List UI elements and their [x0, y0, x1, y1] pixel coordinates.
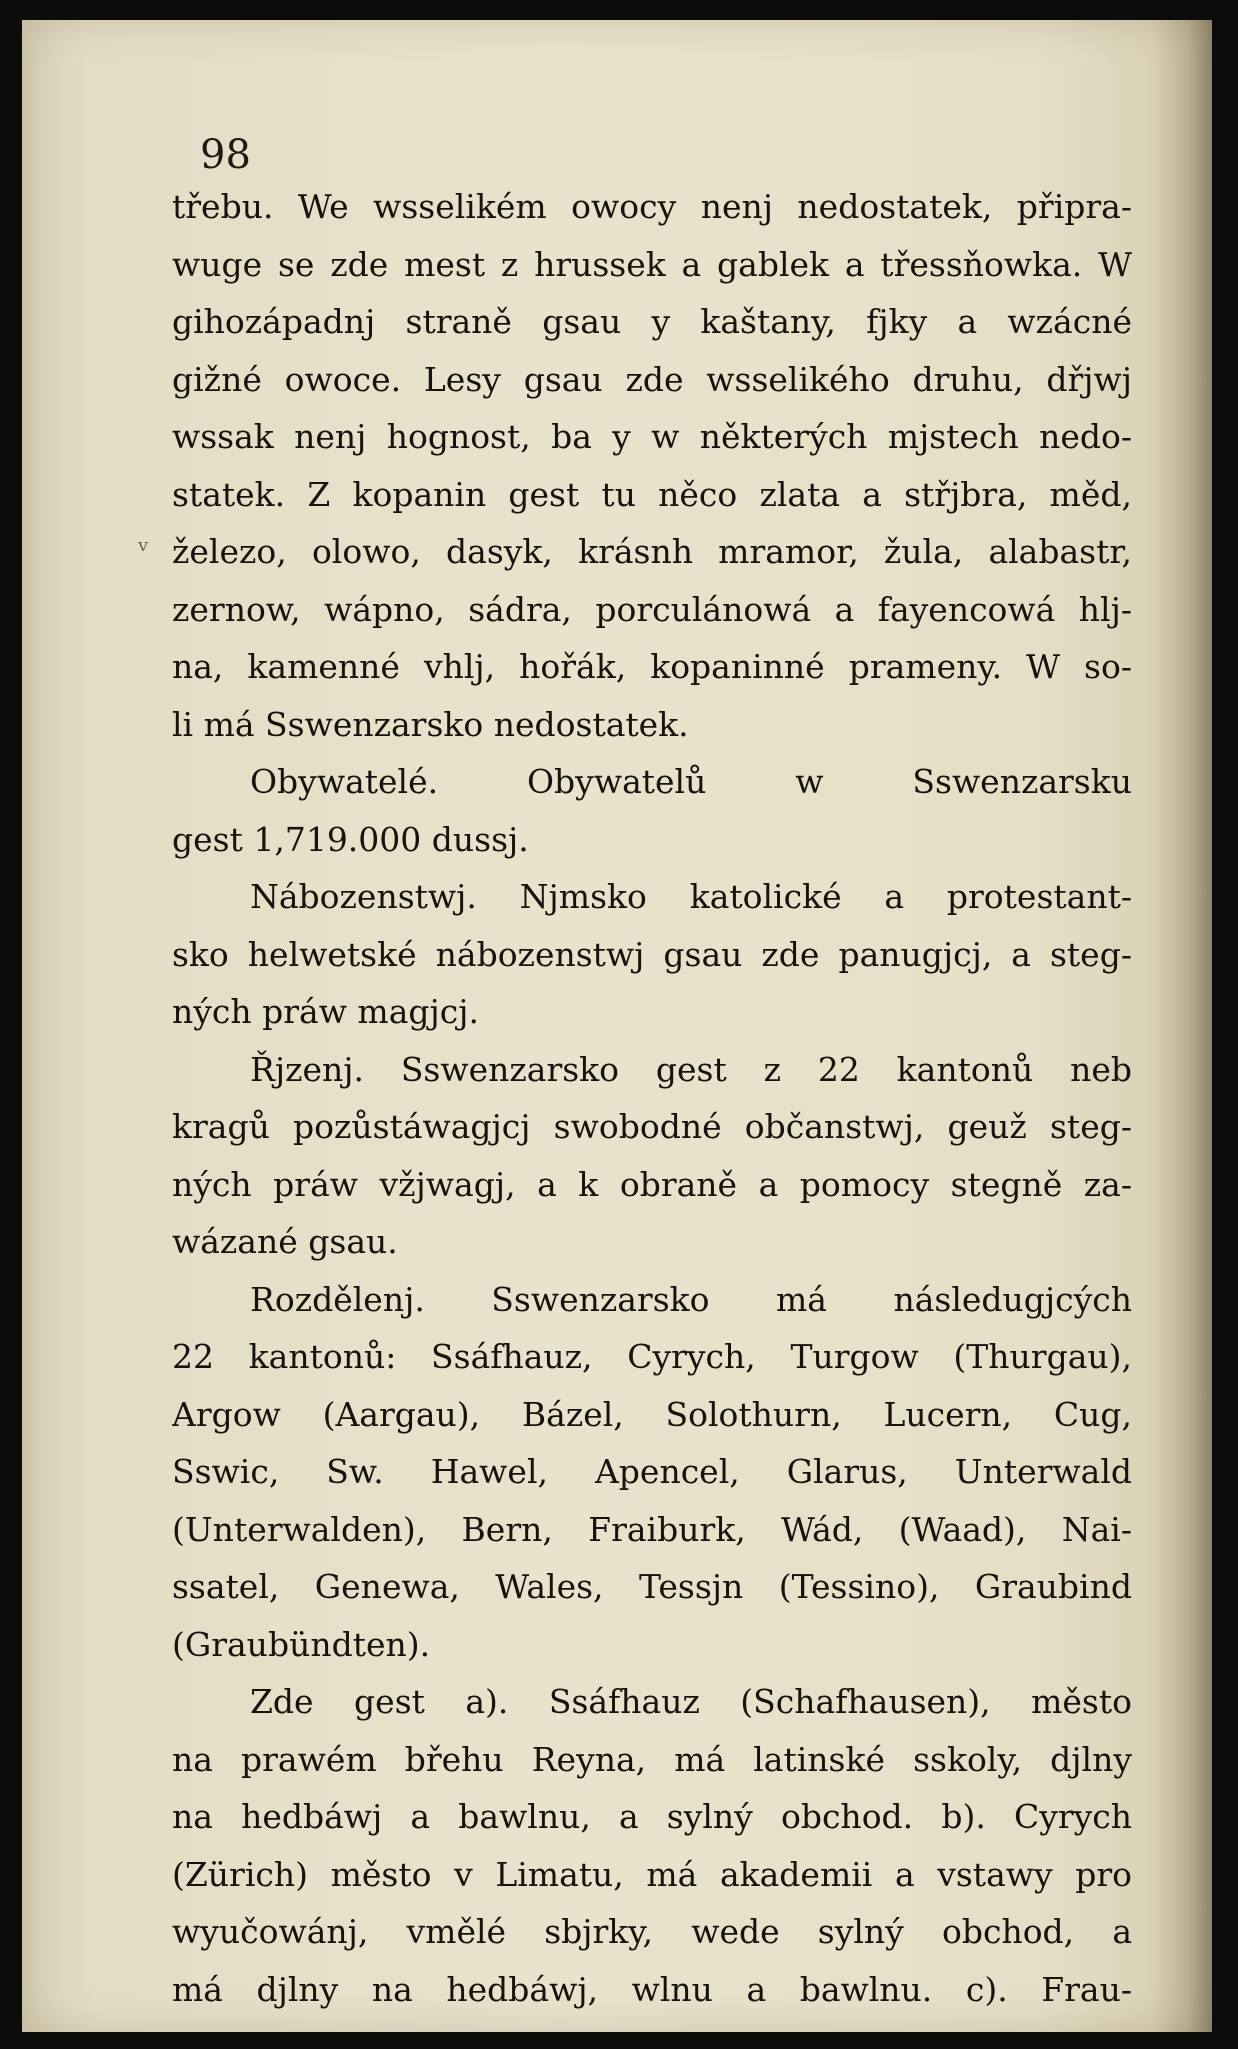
text-line: na, kamenné vhlj, hořák, kopaninné prameny. W so-	[172, 647, 1132, 686]
section-heading-line: Rozdělenj. Sswenzarsko má následugjcých	[250, 1279, 1132, 1319]
text-line: ných práw magjcj.	[172, 992, 479, 1031]
text-line: (Graubündten).	[172, 1624, 431, 1664]
text-line: wázané gsau.	[172, 1222, 398, 1261]
text-line: wuge se zde mest z hrussek a gablek a třessňowka. W	[172, 244, 1132, 284]
text-line: (Unterwalden), Bern, Fraiburk, Wád, (Waad), Nai-	[172, 1509, 1132, 1549]
margin-mark: v	[138, 535, 149, 556]
page-number: 98	[200, 132, 251, 178]
text-line: gest 1,719.000 dussj.	[172, 819, 529, 859]
text-line: Sswic, Sw. Hawel, Apencel, Glarus, Unterwald	[172, 1452, 1132, 1491]
page-gutter-shadow	[1152, 20, 1212, 2032]
text-line: (Zürich) město v Limatu, má akademii a vstawy pro	[172, 1854, 1132, 1894]
text-line: na prawém břehu Reyna, má latinské sskoly, djlny	[172, 1739, 1132, 1779]
text-line: 22 kantonů: Ssáfhauz, Cyrych, Turgow (Thurgau),	[172, 1337, 1132, 1376]
body-text	[172, 178, 1132, 2018]
text-line: wyučowánj, vmělé sbjrky, wede sylný obchod, a	[172, 1912, 1132, 1951]
text-line: statek. Z kopanin gest tu něco zlata a střjbra, měd,	[172, 474, 1132, 514]
text-line: železo, olowo, dasyk, krásnh mramor, žula, alabastr,	[172, 532, 1132, 571]
section-heading-line: Obywatelé. Obywatelů w Sswenzarsku	[250, 762, 1132, 801]
text-line: ssatel, Genewa, Wales, Tessjn (Tessino), Graubind	[172, 1567, 1132, 1606]
text-line: má djlny na hedbáwj, wlnu a bawlnu. c). Frau-	[172, 1969, 1132, 2009]
text-line: wssak nenj hognost, ba y w některých mjstech nedo-	[172, 417, 1132, 456]
section-heading-line: Řjzenj. Sswenzarsko gest z 22 kantonů neb	[250, 1049, 1132, 1089]
section-heading-line: Zde gest a). Ssáfhauz (Schafhausen), město	[250, 1682, 1132, 1721]
text-line: ných práw vžjwagj, a k obraně a pomocy stegně za-	[172, 1164, 1132, 1204]
text-line: zernow, wápno, sádra, porculánowá a fayencowá hlj-	[172, 589, 1132, 629]
text-line: třebu. We wsselikém owocy nenj nedostatek, připra-	[172, 187, 1132, 226]
section-heading-line: Nábozenstwj. Njmsko katolické a protestant-	[250, 877, 1132, 916]
text-line: gižné owoce. Lesy gsau zde wsselikého druhu, dřjwj	[172, 359, 1132, 399]
text-line: li má Sswenzarsko nedostatek.	[172, 704, 689, 744]
text-line: gihozápadnj straně gsau y kaštany, fjky a wzácné	[172, 302, 1132, 341]
text-line: kragů pozůstáwagjcj swobodné občanstwj, geuž steg-	[172, 1107, 1132, 1146]
text-line: sko helwetské nábozenstwj gsau zde panugjcj, a steg-	[172, 934, 1132, 974]
text-line: na hedbáwj a bawlnu, a sylný obchod. b). Cyrych	[172, 1797, 1132, 1836]
text-line: Argow (Aargau), Bázel, Solothurn, Lucern, Cug,	[172, 1394, 1132, 1434]
